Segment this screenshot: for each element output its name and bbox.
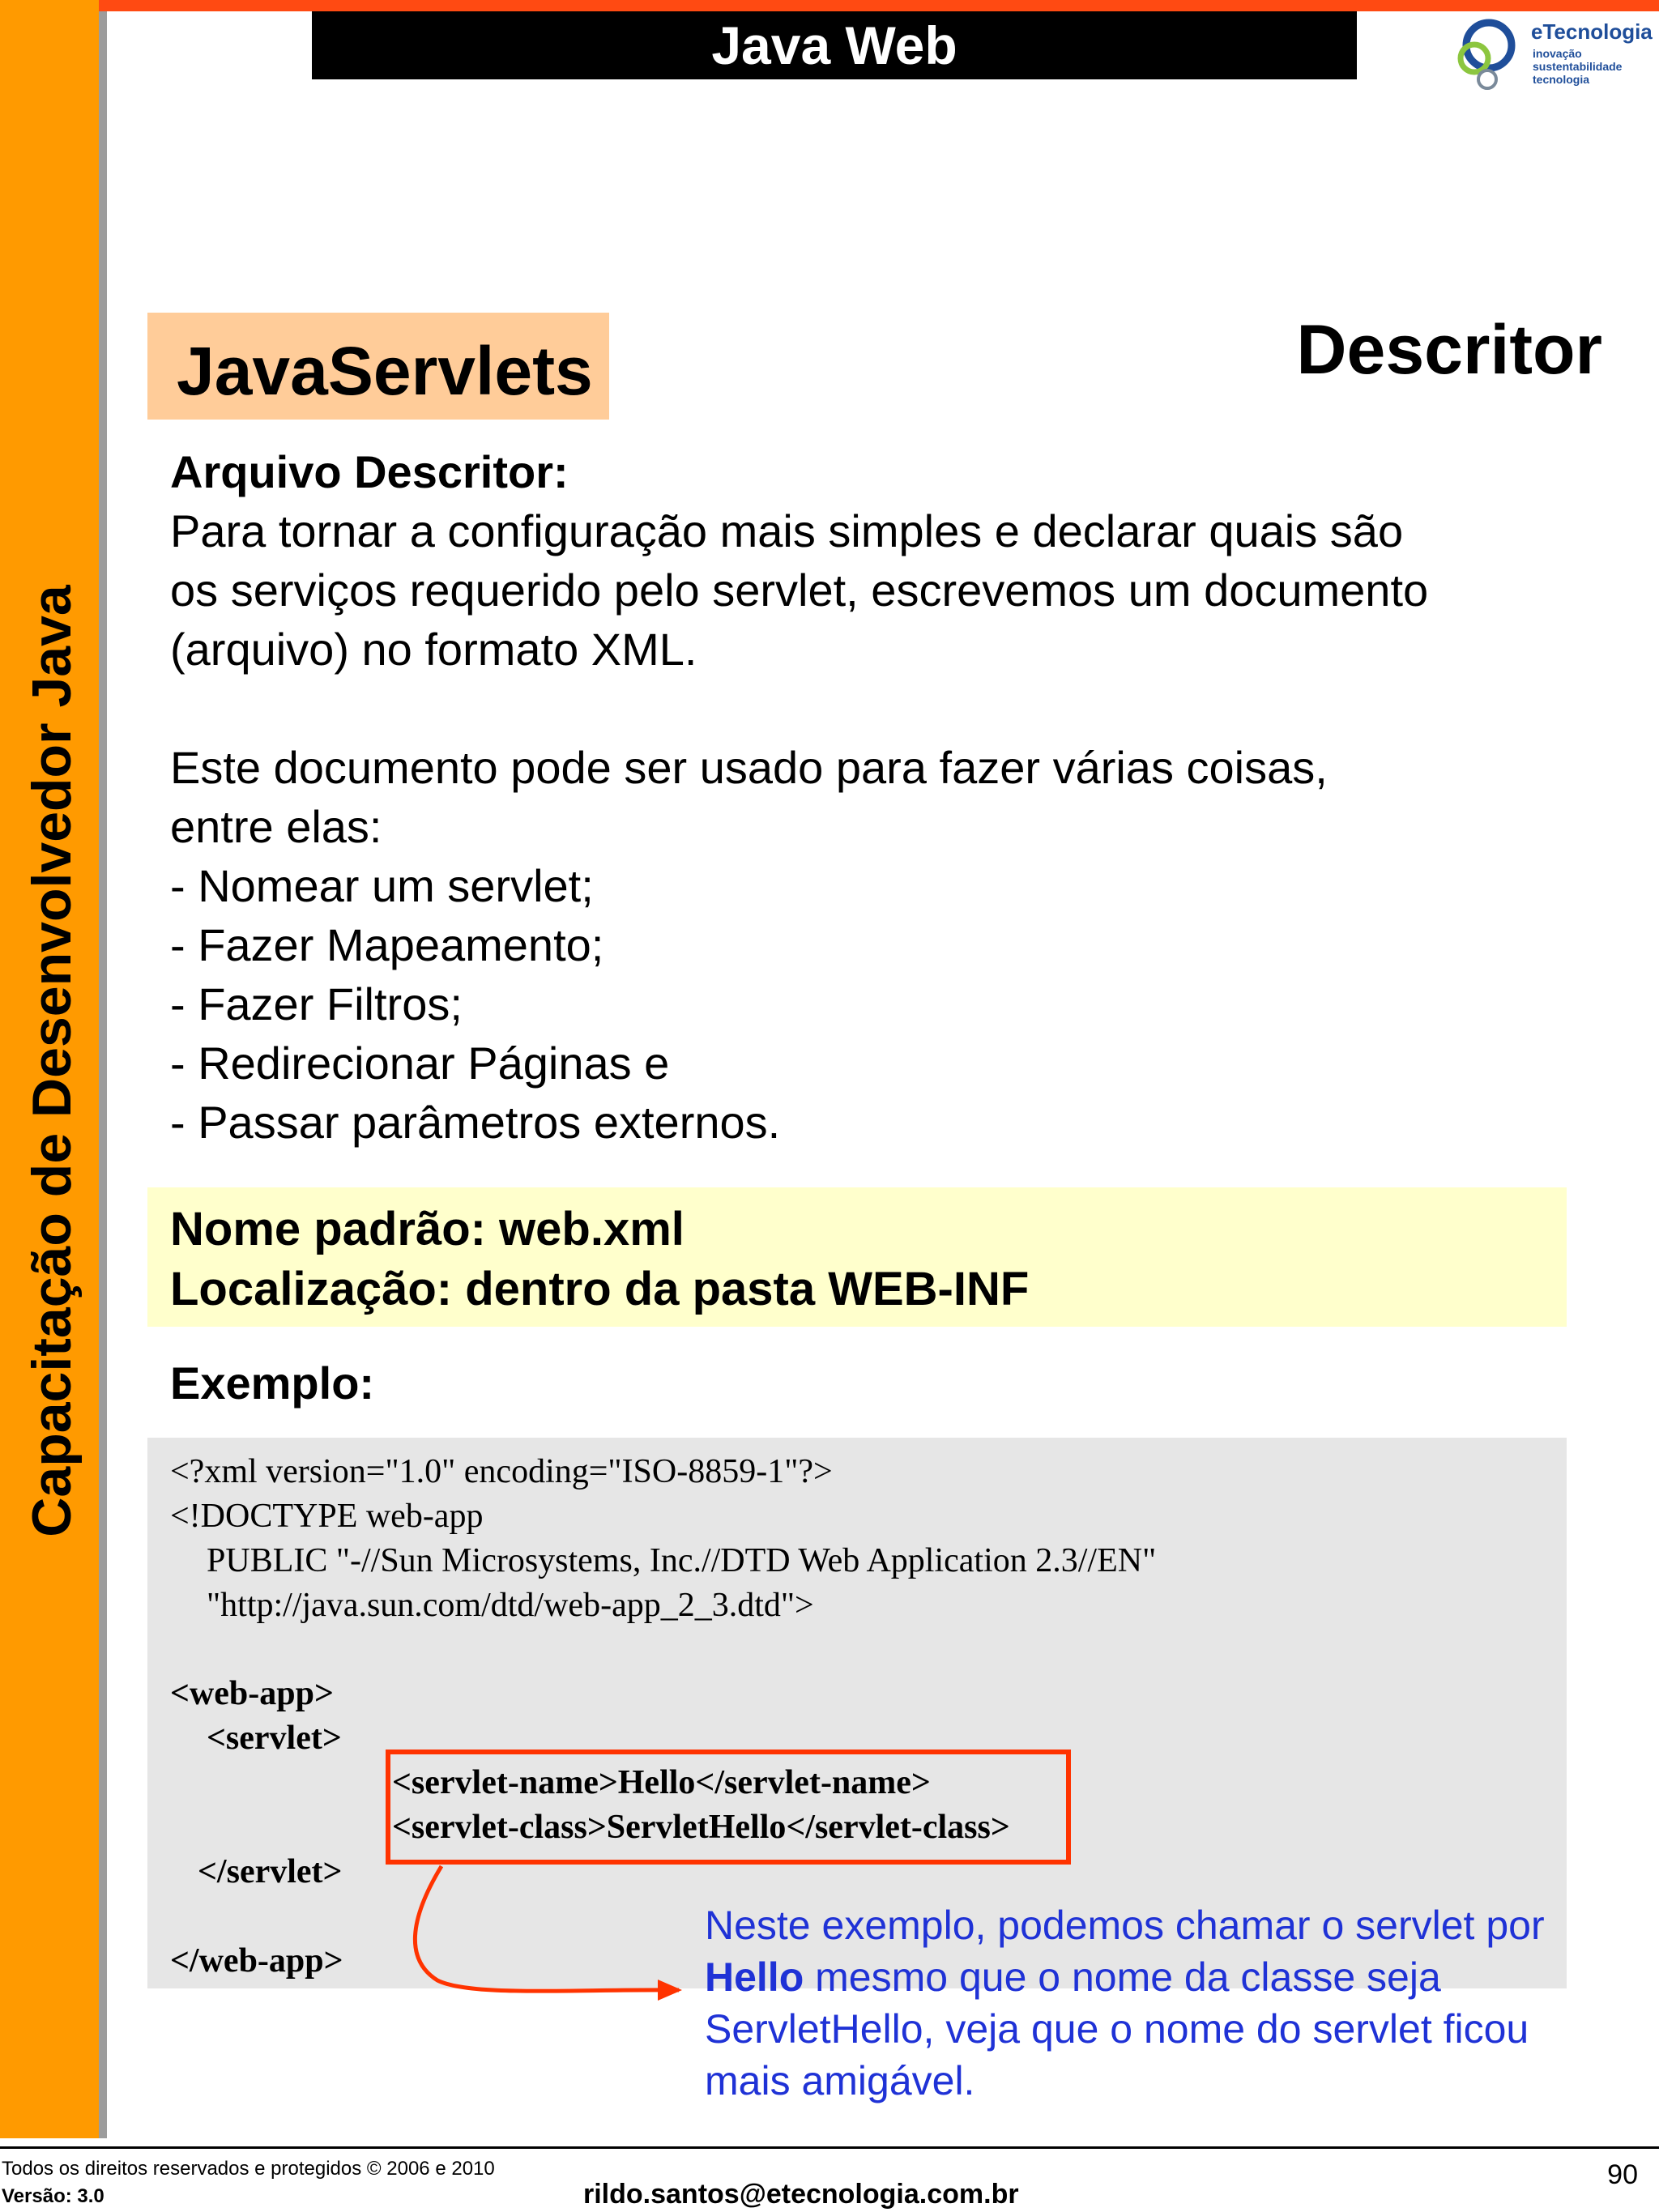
list-item: - Nomear um servlet; <box>170 860 594 911</box>
sidebar-title: Capacitação de Desenvolvedor Java <box>21 585 83 1537</box>
slide-body <box>170 442 1596 1152</box>
explanation-note <box>705 1899 1644 2107</box>
code-line: PUBLIC "-//Sun Microsystems, Inc.//DTD Web Application 2.3//EN" <box>207 1542 1157 1579</box>
note-line-rest: mesmo que o nome da classe seja <box>804 1954 1441 2000</box>
list-item: - Passar parâmetros externos. <box>170 1097 781 1148</box>
footer-copyright: Todos os direitos reservados e protegidos © 2006 e 2010 <box>2 2158 495 2180</box>
header-title: Java Web <box>312 11 1357 79</box>
sidebar-shadow <box>99 11 107 2138</box>
location: Localização: dentro da pasta WEB-INF <box>170 1263 1030 1315</box>
list-item: - Fazer Mapeamento; <box>170 919 604 970</box>
etecnologia-logo-icon <box>1450 16 1527 97</box>
code-line: <servlet-class>ServletHello</servlet-class> <box>392 1809 1010 1846</box>
list-intro-line: Este documento pode ser usado para fazer várias coisas, <box>170 742 1328 793</box>
code-line: </web-app> <box>170 1942 343 1980</box>
code-line: <?xml version="1.0" encoding="ISO-8859-1"?> <box>170 1453 833 1490</box>
note-emphasis: Hello <box>705 1954 804 2000</box>
logo <box>1450 11 1659 100</box>
note-line: ServletHello, veja que o nome do servlet ficou <box>705 2006 1529 2052</box>
topic-badge-label: JavaServlets <box>177 333 593 409</box>
logo-tagline: tecnologia <box>1533 73 1590 86</box>
code-line: <servlet-name>Hello</servlet-name> <box>392 1764 931 1801</box>
code-line: </servlet> <box>198 1853 343 1890</box>
list-intro-line: entre elas: <box>170 801 382 852</box>
body-paragraph-line: (arquivo) no formato XML. <box>170 624 697 675</box>
code-line: <web-app> <box>170 1675 334 1712</box>
note-line: Neste exemplo, podemos chamar o servlet por <box>705 1903 1545 1948</box>
code-line: "http://java.sun.com/dtd/web-app_2_3.dtd"> <box>207 1587 814 1624</box>
note-line: mais amigável. <box>705 2058 975 2103</box>
note-line <box>705 1951 1644 2003</box>
default-name: Nome padrão: web.xml <box>170 1203 684 1255</box>
code-line: <!DOCTYPE web-app <box>170 1498 484 1535</box>
body-paragraph-line: os serviços requerido pelo servlet, escrevemos um documento <box>170 565 1429 616</box>
footer-email: rildo.santos@etecnologia.com.br <box>583 2179 1019 2210</box>
list-item: - Fazer Filtros; <box>170 978 463 1029</box>
footer-version: Versão: 3.0 <box>2 2185 104 2207</box>
code-line: <servlet> <box>207 1720 342 1757</box>
example-label: Exemplo: <box>170 1357 375 1409</box>
footer-divider <box>0 2146 1659 2149</box>
body-heading: Arquivo Descritor: <box>170 446 569 497</box>
top-accent-bar <box>0 0 1659 11</box>
body-paragraph-line: Para tornar a configuração mais simples e declarar quais são <box>170 505 1404 556</box>
list-item: - Redirecionar Páginas e <box>170 1038 670 1089</box>
section-title: Descritor <box>1296 311 1602 389</box>
page-number: 90 <box>1607 2159 1638 2190</box>
logo-tagline: inovação <box>1533 47 1582 60</box>
highlight-box <box>386 1750 1071 1865</box>
logo-tagline: sustentabilidade <box>1533 60 1623 73</box>
callout-box <box>147 1187 1567 1327</box>
topic-badge <box>147 313 609 420</box>
logo-brand: eTecnologia <box>1531 19 1653 44</box>
